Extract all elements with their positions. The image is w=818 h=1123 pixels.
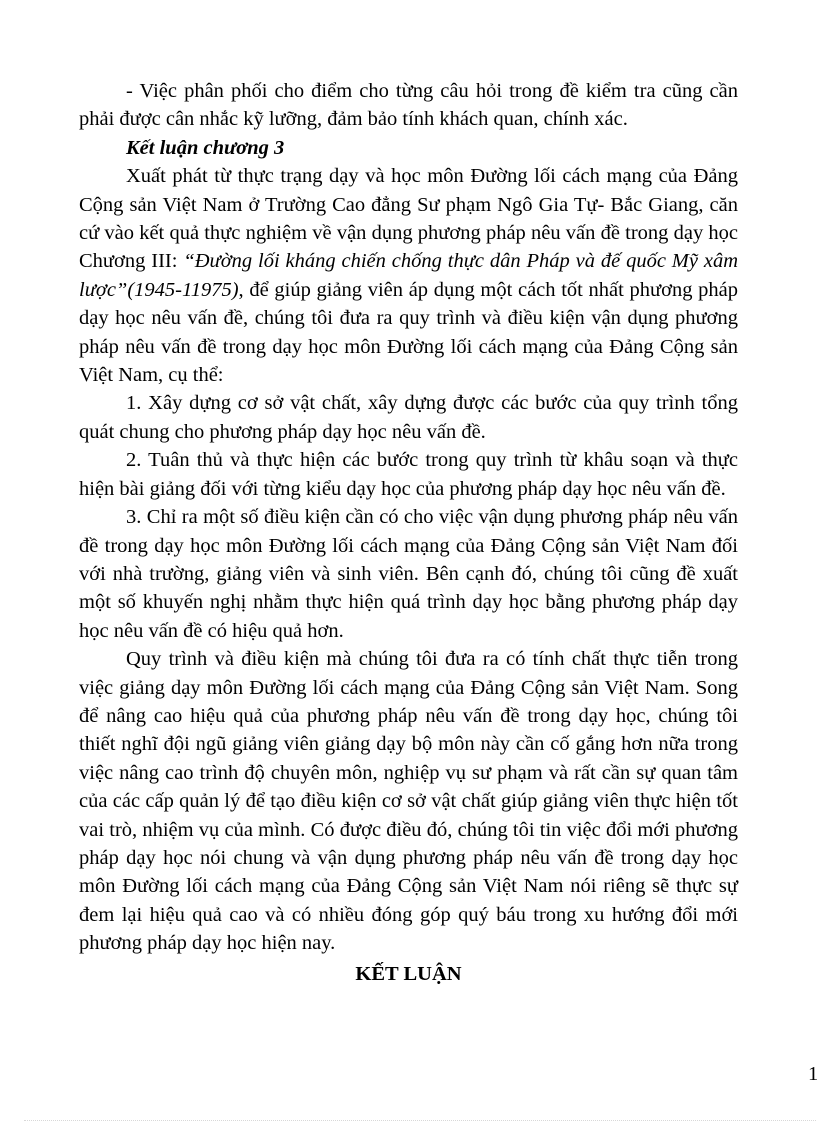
paragraph-scoring: - Việc phân phối cho điểm cho từng câu hỏi trong đề kiểm tra cũng cần phải được cân nhắc kỹ lưỡng, đảm bảo tính khách quan, chính xác. <box>79 80 738 131</box>
document-page <box>79 77 738 988</box>
paragraph-background <box>79 162 738 389</box>
chapter-3-conclusion-heading: Kết luận chương 3 <box>126 136 285 159</box>
paragraph-background-end: , để giúp giảng viên áp dụng một cách tốt nhất phương pháp dạy học nêu vấn đề, chúng tôi đưa ra quy trình và điều kiện vận dụng phương pháp nêu vấn đề trong dạy học môn Đường lối cách mạng của Đảng Cộng sản Việt Nam, cụ thể: <box>79 278 738 387</box>
list-item-3: 3. Chỉ ra một số điều kiện cần có cho việc vận dụng phương pháp nêu vấn đề trong dạy học môn Đường lối cách mạng của Đảng Cộng sản Việt Nam đối với nhà trường, giảng viên và sinh viên. Bên cạnh đó, chúng tôi cũng đề xuất một số khuyến nghị nhằm thực hiện quá trình dạy học bằng phương pháp dạy học nêu vấn đề có hiệu quả hơn. <box>79 506 738 642</box>
conclusion-heading: KẾT LUẬN <box>355 962 462 985</box>
chapter-title-quote: “Đường lối kháng chiến chống thực dân Pháp và đế quốc Mỹ xâm lược”(1945-11975) <box>79 250 738 301</box>
page-number: 1 <box>808 1063 818 1085</box>
list-item-2: 2. Tuân thủ và thực hiện các bước trong quy trình từ khâu soạn và thực hiện bài giảng đối với từng kiểu dạy học của phương pháp dạy học nêu vấn đề. <box>79 449 738 500</box>
list-item-1: 1. Xây dựng cơ sở vật chất, xây dựng được các bước của quy trình tổng quát chung cho phương pháp dạy học nêu vấn đề. <box>79 392 738 443</box>
paragraph-background-start: Xuất phát từ thực trạng dạy và học môn Đường lối cách mạng của Đảng Cộng sản Việt Nam ở Trường Cao đẳng Sư phạm Ngô Gia Tự- Bắc Giang, căn cứ vào kết quả thực nghiệm về vận dụng phương pháp nêu vấn đề trong dạy học Chương III: <box>79 165 738 273</box>
page-bottom-divider <box>24 1120 816 1121</box>
paragraph-closing: Quy trình và điều kiện mà chúng tôi đưa ra có tính chất thực tiễn trong việc giảng dạy môn Đường lối cách mạng của Đảng Cộng sản Việt Nam. Song để nâng cao hiệu quả của phương pháp nêu vấn đề trong dạy học, chúng tôi thiết nghĩ đội ngũ giảng viên giảng dạy bộ môn này cần cố gắng hơn nữa trong việc nâng cao trình độ chuyên môn, nghiệp vụ sư phạm và rất cần sự quan tâm của các cấp quản lý để tạo điều kiện cơ sở vật chất giúp giảng viên thực hiện tốt vai trò, nhiệm vụ của mình. Có được điều đó, chúng tôi tin việc đổi mới phương pháp dạy học nói chung và vận dụng phương pháp nêu vấn đề trong dạy học môn Đường lối cách mạng của Đảng Cộng sản Việt Nam nói riêng sẽ thực sự đem lại hiệu quả cao và có nhiều đóng góp quý báu trong xu hướng đổi mới phương pháp dạy học hiện nay. <box>79 648 738 955</box>
